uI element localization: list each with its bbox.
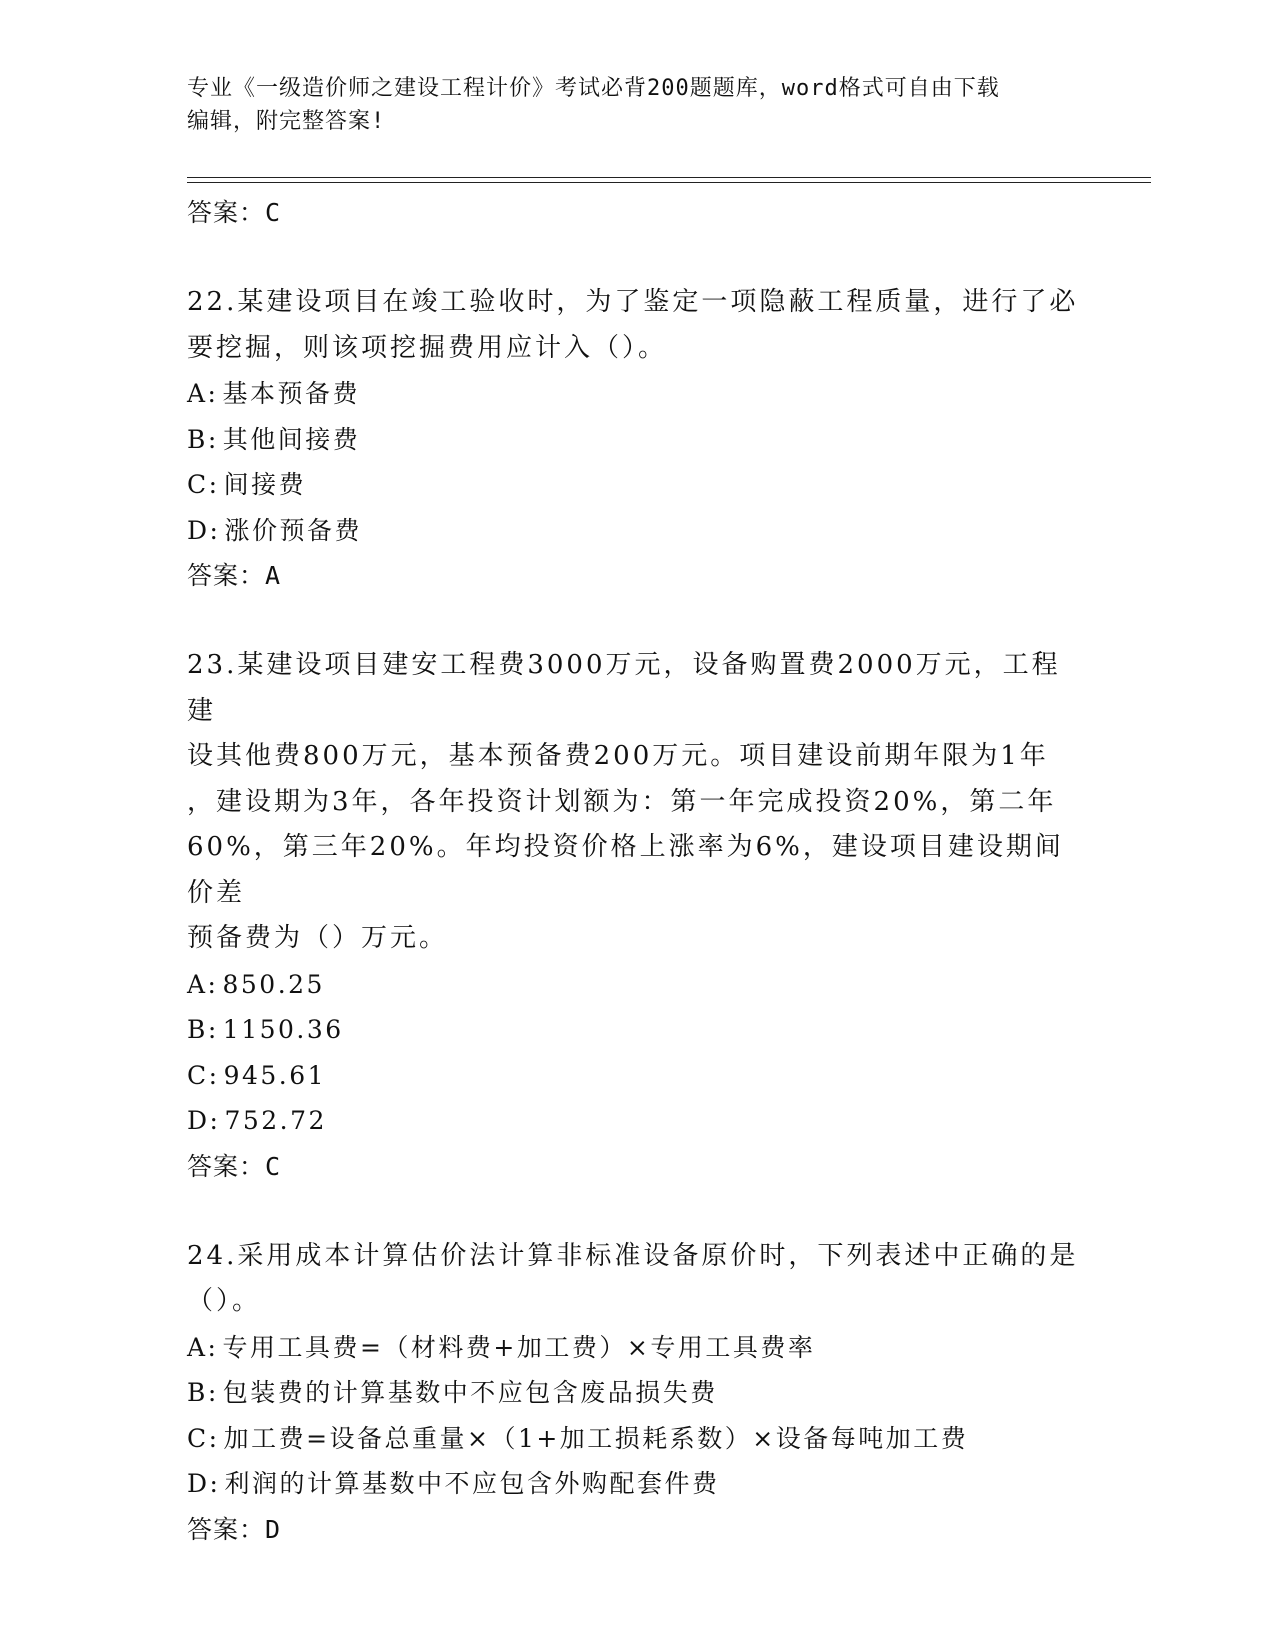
- header-divider-top: [187, 177, 1151, 178]
- header-line-1: 专业《一级造价师之建设工程计价》考试必背200题题库，word格式可自由下载: [187, 76, 1000, 101]
- option-letter: A:: [187, 379, 219, 408]
- option-b: [187, 1370, 1087, 1416]
- question-text-line: ，建设期为3年，各年投资计划额为：第一年完成投资20%，第二年: [187, 786, 1057, 817]
- option-a: [187, 1325, 1087, 1371]
- option-letter: D:: [187, 1106, 221, 1135]
- option-text: 1150.36: [222, 1015, 344, 1044]
- question-text-line: 设其他费800万元，基本预备费200万元。项目建设前期年限为1年: [187, 741, 1049, 771]
- question-list: [187, 190, 1087, 1552]
- option-b: [187, 417, 1087, 463]
- option-d: [187, 1461, 1087, 1507]
- option-text: 利润的计算基数中不应包含外购配套件费: [224, 1469, 720, 1498]
- question-text-line: （）。: [187, 1286, 262, 1316]
- option-text: 涨价预备费: [224, 515, 362, 545]
- answer: 答案：A: [187, 561, 282, 590]
- option-c: [187, 462, 1087, 508]
- option-d: [187, 1098, 1087, 1144]
- document-header: [187, 72, 1087, 138]
- question-22: [187, 280, 1087, 598]
- question-text-line: 23.某建设项目建安工程费3000万元，设备购置费2000万元，工程建: [187, 650, 1061, 726]
- option-letter: C:: [187, 470, 220, 499]
- previous-answer: 答案：C: [187, 198, 282, 227]
- option-text: 专用工具费=（材料费+加工费）×专用工具费率: [222, 1332, 816, 1362]
- option-letter: D:: [187, 1469, 221, 1498]
- option-letter: B:: [187, 1015, 219, 1044]
- answer: 答案：C: [187, 1151, 282, 1181]
- option-text: 包装费的计算基数中不应包含废品损失费: [222, 1378, 718, 1407]
- option-letter: A:: [187, 1332, 219, 1362]
- option-c: [187, 1053, 1087, 1099]
- option-a: [187, 371, 1087, 417]
- option-letter: B:: [187, 1378, 219, 1407]
- header-divider-bottom: [187, 182, 1151, 183]
- option-letter: B:: [187, 424, 219, 454]
- option-text: 间接费: [223, 470, 307, 499]
- option-letter: C:: [187, 1060, 220, 1090]
- answer: 答案：D: [187, 1514, 282, 1544]
- question-text-line: 22.某建设项目在竣工验收时，为了鉴定一项隐蔽工程质量，进行了必: [187, 287, 1079, 317]
- question-text-line: 24.采用成本计算估价法计算非标准设备原价时，下列表述中正确的是: [187, 1240, 1079, 1271]
- option-letter: D:: [187, 515, 221, 545]
- option-text: 850.25: [222, 969, 325, 999]
- option-d: [187, 508, 1087, 554]
- option-a: [187, 962, 1087, 1008]
- option-letter: A:: [187, 969, 219, 999]
- question-text-line: 要挖掘，则该项挖掘费用应计入（）。: [187, 332, 668, 363]
- question-23: [187, 643, 1087, 1189]
- header-line-2: 编辑，附完整答案!: [187, 109, 386, 134]
- option-text: 752.72: [224, 1106, 327, 1135]
- question-24: [187, 1234, 1087, 1552]
- option-c: [187, 1416, 1087, 1462]
- option-b: [187, 1007, 1087, 1053]
- question-text-line: 预备费为（）万元。: [187, 923, 449, 953]
- option-text: 加工费=设备总重量×（1+加工损耗系数）×设备每吨加工费: [223, 1423, 969, 1453]
- option-text: 基本预备费: [222, 379, 360, 408]
- question-text-line: 60%，第三年20%。年均投资价格上涨率为6%，建设项目建设期间价差: [187, 832, 1064, 908]
- option-text: 945.61: [223, 1060, 327, 1090]
- option-text: 其他间接费: [222, 424, 361, 454]
- option-letter: C:: [187, 1423, 220, 1453]
